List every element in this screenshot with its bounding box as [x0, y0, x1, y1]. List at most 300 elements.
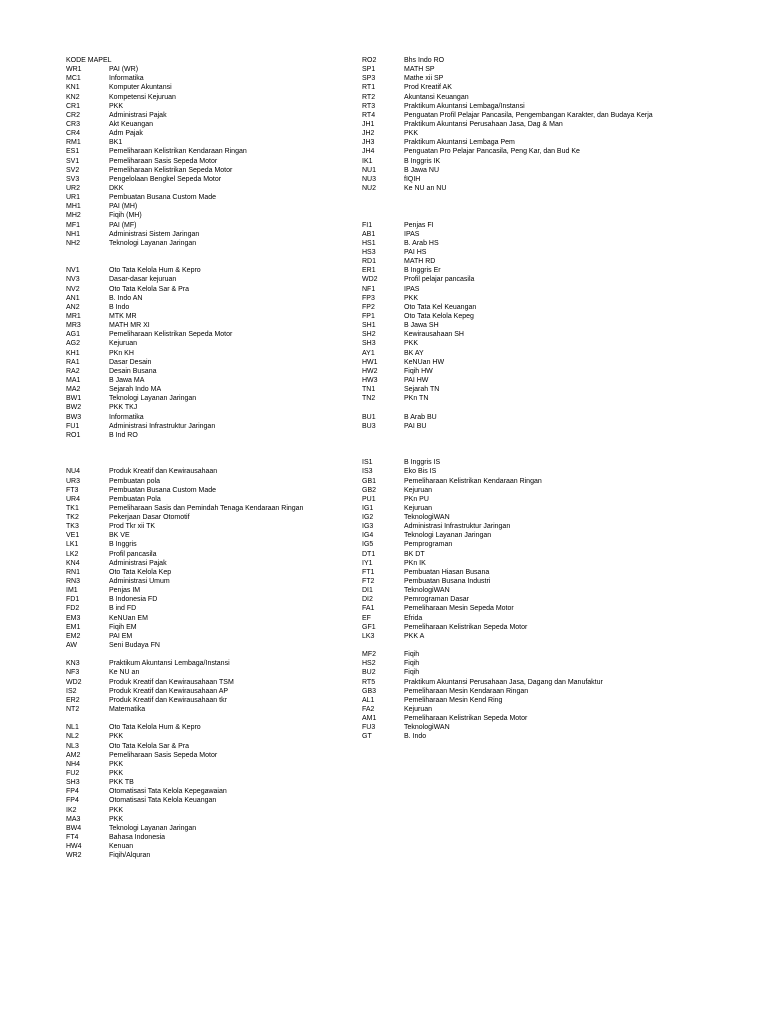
subject-code: EM1	[66, 623, 81, 631]
subject-row	[362, 668, 762, 677]
subject-name: Pemeliharaan Mesin Kendaraan Ringan	[404, 687, 529, 695]
subject-code: EM2	[66, 632, 81, 640]
subject-code: BU2	[362, 669, 376, 677]
subject-row	[362, 604, 762, 613]
subject-code: LK2	[66, 550, 79, 558]
subject-code: GB3	[362, 687, 377, 695]
subject-code: GF1	[362, 623, 376, 631]
subject-code: WD2	[66, 678, 82, 686]
subject-code: IK2	[66, 806, 77, 814]
subject-code: SH3	[66, 779, 80, 787]
subject-row	[66, 202, 366, 211]
subject-code: IK1	[362, 157, 373, 165]
subject-code: JH1	[362, 120, 375, 128]
subject-code: GB1	[362, 477, 377, 485]
subject-code: AN2	[66, 303, 80, 311]
subject-row	[362, 659, 762, 668]
subject-name: Pembuatan Busana Custom Made	[109, 194, 217, 202]
subject-name: fIQIH	[404, 175, 421, 183]
subject-name: Mathe xii SP	[404, 75, 444, 83]
subject-row	[362, 275, 762, 284]
subject-code: MH1	[66, 203, 81, 211]
subject-row	[362, 303, 762, 312]
subject-name: Praktikum Akuntansi Lembaga/Instansi	[404, 102, 525, 110]
subject-code: NH4	[66, 760, 81, 768]
subject-name: Pemprograman	[404, 541, 453, 549]
subject-name: PKK	[109, 760, 124, 768]
subject-row	[66, 513, 366, 522]
subject-name: Administrasi Sistem Jaringan	[109, 230, 200, 238]
subject-name: Pemrograman Dasar	[404, 596, 469, 604]
subject-row	[362, 138, 762, 147]
subject-code: RD1	[362, 258, 377, 266]
subject-name: Penjas FI	[404, 221, 434, 229]
subject-name: Pemeliharaan Mesin Sepeda Motor	[404, 605, 514, 613]
subject-name: Oto Tata Kelola Sar & Pra	[109, 742, 190, 750]
subject-name: Kompetensi Kejuruan	[109, 93, 176, 101]
subject-row	[66, 723, 366, 732]
subject-name: Informatika	[109, 413, 144, 421]
subject-name: Oto Tata Kelola Hum & Kepro	[109, 724, 201, 732]
subject-row	[66, 147, 366, 156]
subject-block	[362, 458, 762, 641]
subject-name: Oto Tata Kelola Sar & Pra	[109, 285, 190, 293]
subject-name: Ke NU an NU	[404, 184, 447, 192]
subject-name: Komputer Akuntansi	[109, 84, 172, 92]
subject-row	[66, 102, 366, 111]
subject-name: Pemeliharaan Kelistrikan Kendaraan Ringan	[109, 148, 247, 156]
subject-name: PKK	[109, 770, 124, 777]
subject-name: Prod Kreatif AK	[404, 84, 452, 92]
subject-name: Praktikum Akuntansi Perusahaan Jasa, Dagang dan Manufaktur	[404, 678, 603, 686]
subject-code: NL2	[66, 733, 79, 741]
subject-code: DI2	[362, 596, 373, 604]
subject-name: TeknologiWAN	[404, 587, 450, 595]
subject-row	[66, 193, 366, 202]
subject-name: Efrida	[404, 614, 423, 622]
subject-code: IS2	[66, 687, 77, 695]
subject-code: MH2	[66, 212, 81, 220]
subject-code: TN2	[362, 395, 376, 403]
subject-row	[362, 294, 762, 303]
subject-row	[66, 796, 366, 805]
subject-row	[66, 367, 366, 376]
subject-name: Pemeliharaan Sasis Sepeda Motor	[109, 751, 218, 759]
subject-code: HS3	[362, 248, 376, 256]
subject-name: B. Indo	[404, 733, 427, 741]
subject-row	[66, 285, 366, 294]
subject-name: Pemeliharaan Kelistrikan Sepeda Motor	[404, 623, 528, 631]
subject-name: Produk Kreatif dan Kewirausahaan TSM	[109, 678, 234, 686]
subject-name: PKK	[404, 340, 419, 348]
subject-name: Kewirausahaan SH	[404, 331, 464, 339]
subject-row	[66, 705, 366, 714]
subject-code: IS1	[362, 459, 373, 467]
subject-name: Bhs Indo RO	[404, 57, 445, 64]
subject-name: TeknologiWAN	[404, 514, 450, 522]
subject-row	[66, 385, 366, 394]
subject-code: HW1	[362, 358, 378, 366]
subject-code: RO2	[362, 57, 377, 64]
subject-code: MF1	[66, 221, 80, 229]
subject-name: Otomatisasi Tata Kelola Kepegawaian	[109, 788, 227, 796]
subject-code: NL1	[66, 724, 79, 732]
subject-row	[362, 486, 762, 495]
subject-row	[362, 714, 762, 723]
subject-name: Oto Tata Kel Keuangan	[404, 303, 477, 311]
subject-code: JH2	[362, 130, 375, 138]
subject-code: UR4	[66, 495, 81, 503]
subject-name: Oto Tata Kelola Kep	[109, 568, 172, 576]
subject-code: RT1	[362, 84, 376, 92]
subject-row	[66, 157, 366, 166]
subject-row	[66, 568, 366, 577]
subject-name: TeknologiWAN	[404, 724, 450, 732]
subject-code: VE1	[66, 532, 80, 540]
subject-code: BU3	[362, 422, 376, 430]
right-blocks	[362, 56, 762, 742]
subject-name: Pembuatan pola	[109, 477, 160, 485]
subject-code: KN2	[66, 93, 80, 101]
subject-row	[66, 851, 366, 860]
subject-code: RN1	[66, 568, 81, 576]
subject-row	[66, 221, 366, 230]
subject-row	[66, 403, 366, 412]
subject-code: RM1	[66, 139, 81, 147]
subject-name: PKn KH	[109, 349, 134, 357]
subject-row	[362, 157, 762, 166]
subject-name: B Inggris Er	[404, 267, 441, 275]
subject-row	[66, 358, 366, 367]
subject-name: PAI HW	[404, 376, 429, 384]
subject-code: AG1	[66, 331, 81, 339]
subject-name: Akt Keuangan	[109, 120, 153, 128]
subject-code: BW1	[66, 395, 82, 403]
subject-code: HW4	[66, 843, 82, 851]
subject-row	[66, 275, 366, 284]
subject-name: Ke NU an	[109, 669, 140, 677]
subject-name: PAI BU	[404, 422, 427, 430]
subject-code: CR3	[66, 120, 81, 128]
subject-code: KN3	[66, 660, 80, 668]
subject-name: PKn PU	[404, 495, 429, 503]
subject-code: AG2	[66, 340, 81, 348]
subject-code: KN1	[66, 84, 80, 92]
subject-name: Pemeliharaan Sasis dan Pemindah Tenaga Kendaraan Ringan	[109, 504, 304, 512]
subject-code: RO1	[66, 431, 81, 439]
subject-code: SP3	[362, 75, 376, 83]
subject-code: FA2	[362, 706, 375, 714]
subject-code: NV3	[66, 276, 80, 284]
subject-code: IG4	[362, 532, 374, 540]
subject-name: PAI EM	[109, 632, 133, 640]
subject-code: FU3	[362, 724, 376, 732]
subject-row	[66, 641, 366, 650]
subject-name: Penguatan Profil Pelajar Pancasila, Pengembangan Karakter, dan Budaya Kerja	[404, 111, 653, 119]
subject-code: GT	[362, 733, 372, 741]
subject-code: FA1	[362, 605, 375, 613]
subject-code: JH4	[362, 148, 375, 156]
subject-code: NF1	[362, 285, 376, 293]
subject-name: Bahasa Indonesia	[109, 833, 166, 841]
subject-code: FT3	[66, 486, 79, 494]
subject-code: DT1	[362, 550, 376, 558]
subject-row	[362, 723, 762, 732]
subject-row	[362, 705, 762, 714]
subject-code: FP3	[362, 294, 375, 302]
subject-name: KeNUan EM	[109, 614, 148, 622]
subject-name: MATH RD	[404, 258, 436, 266]
subject-name: Pemeliharaan Kelistrikan Sepeda Motor	[109, 331, 233, 339]
subject-name: MATH SP	[404, 66, 435, 74]
subject-code: HW3	[362, 376, 378, 384]
subject-code: MR1	[66, 312, 81, 320]
subject-code: NV1	[66, 267, 80, 275]
subject-name: Administrasi Infrastruktur Jaringan	[109, 422, 216, 430]
subject-code: RT2	[362, 93, 376, 101]
subject-name: PKK	[109, 102, 124, 110]
subject-row	[362, 513, 762, 522]
subject-code: FP2	[362, 303, 375, 311]
subject-code: FP4	[66, 797, 79, 805]
subject-name: PAI HS	[404, 248, 427, 256]
subject-row	[362, 495, 762, 504]
subject-name: B Indo	[109, 303, 130, 311]
subject-row	[362, 248, 762, 257]
subject-row	[66, 531, 366, 540]
subject-name: Fiqih/Alquran	[109, 852, 151, 860]
subject-code: KH1	[66, 349, 80, 357]
subject-name: Pemeliharaan Kelistrikan Sepeda Motor	[109, 166, 233, 174]
subject-row	[66, 129, 366, 138]
subject-name: Pemeliharaan Mesin Kend Ring	[404, 696, 503, 704]
subject-row	[66, 339, 366, 348]
subject-block	[362, 413, 762, 431]
subject-row	[66, 321, 366, 330]
subject-code: TK3	[66, 523, 79, 531]
subject-code: AM1	[362, 715, 377, 723]
subject-code: HS1	[362, 239, 376, 247]
subject-row	[66, 467, 366, 476]
subject-code: RT3	[362, 102, 376, 110]
subject-row	[362, 147, 762, 156]
header-row	[66, 56, 366, 65]
subject-code: NU4	[66, 468, 81, 476]
subject-code: TK2	[66, 514, 79, 522]
subject-code: FP4	[66, 788, 79, 796]
subject-row	[362, 531, 762, 540]
subject-row	[362, 349, 762, 358]
subject-name: Penguatan Pro Pelajar Pancasila, Peng Kar, dan Bud Ke	[404, 148, 580, 156]
subject-row	[362, 129, 762, 138]
subject-code: SV3	[66, 175, 80, 183]
subject-name: Fiqih HW	[404, 367, 433, 375]
subject-code: NH2	[66, 239, 81, 247]
subject-name: Pemeliharaan Kelistrikan Sepeda Motor	[404, 715, 528, 723]
subject-row	[362, 339, 762, 348]
subject-name: Oto Tata Kelola Kepeg	[404, 312, 474, 320]
subject-name: PKK A	[404, 632, 425, 640]
subject-name: Pembuatan Pola	[109, 495, 161, 503]
subject-row	[362, 732, 762, 741]
subject-row	[66, 751, 366, 760]
subject-row	[66, 83, 366, 92]
subject-row	[66, 632, 366, 641]
subject-code: TK1	[66, 504, 79, 512]
subject-code: FP1	[362, 312, 375, 320]
subject-name: Fiqih EM	[109, 623, 137, 631]
subject-name: KeNUan HW	[404, 358, 445, 366]
subject-code: IG5	[362, 541, 374, 549]
subject-code: RT5	[362, 678, 376, 686]
subject-name: B. Arab HS	[404, 239, 439, 247]
subject-name: Oto Tata Kelola Hum & Kepro	[109, 267, 201, 275]
subject-name: Administrasi Pajak	[109, 111, 167, 119]
subject-code: MC1	[66, 75, 81, 83]
subject-name: BK VE	[109, 532, 130, 540]
subject-row	[66, 540, 366, 549]
subject-row	[362, 102, 762, 111]
subject-code: FT1	[362, 568, 375, 576]
subject-name: PKK	[109, 815, 124, 823]
subject-code: SH2	[362, 331, 376, 339]
subject-code: MR3	[66, 322, 81, 330]
subject-name: Eko Bis IS	[404, 468, 437, 476]
subject-name: MATH MR XI	[109, 322, 150, 330]
subject-row	[66, 184, 366, 193]
subject-name: Teknologi Layanan Jaringan	[404, 532, 492, 540]
subject-name: Dasar Desain	[109, 358, 152, 366]
subject-code: KN4	[66, 559, 80, 567]
subject-code: NL3	[66, 742, 79, 750]
subject-name: Akuntansi Keuangan	[404, 93, 469, 101]
subject-name: PKK	[109, 733, 124, 741]
subject-row	[66, 303, 366, 312]
subject-row	[66, 760, 366, 769]
subject-code: MF2	[362, 651, 376, 659]
left-column	[66, 56, 366, 860]
subject-row	[66, 431, 366, 440]
subject-row	[66, 659, 366, 668]
subject-code: IY1	[362, 559, 373, 567]
subject-row	[66, 230, 366, 239]
subject-row	[66, 614, 366, 623]
subject-name: PKn IK	[404, 559, 426, 567]
subject-row	[362, 111, 762, 120]
subject-row	[362, 175, 762, 184]
subject-code: BW2	[66, 404, 82, 412]
subject-row	[66, 166, 366, 175]
subject-code: IG3	[362, 523, 374, 531]
subject-code: FU2	[66, 770, 80, 777]
subject-code: NU1	[362, 166, 377, 174]
subject-name: Profil pancasila	[109, 550, 157, 558]
subject-name: Kejuruan	[404, 504, 433, 512]
subject-name: B Indonesia FD	[109, 596, 158, 604]
subject-name: Fiqih	[404, 660, 420, 668]
subject-code: UR1	[66, 194, 81, 202]
subject-row	[66, 687, 366, 696]
subject-code: SH3	[362, 340, 376, 348]
subject-code: NU3	[362, 175, 377, 183]
subject-name: MTK MR	[109, 312, 137, 320]
subject-row	[362, 285, 762, 294]
subject-code: IM1	[66, 587, 78, 595]
subject-row	[66, 138, 366, 147]
subject-row	[362, 239, 762, 248]
subject-row	[66, 824, 366, 833]
subject-name: Sejarah Indo MA	[109, 386, 162, 394]
subject-code: LK3	[362, 632, 375, 640]
subject-name: IPAS	[404, 285, 420, 293]
subject-block	[362, 56, 762, 193]
subject-code: NH1	[66, 230, 81, 238]
subject-row	[362, 120, 762, 129]
subject-code: IG2	[362, 514, 374, 522]
subject-row	[362, 56, 762, 65]
subject-row	[66, 495, 366, 504]
subject-row	[362, 632, 762, 641]
subject-code: FD2	[66, 605, 80, 613]
subject-code: CR1	[66, 102, 81, 110]
subject-row	[66, 74, 366, 83]
subject-name: Praktikum Akuntansi Lembaga/Instansi	[109, 660, 230, 668]
subject-code: CR4	[66, 130, 81, 138]
subject-name: Produk Kreatif dan Kewirausahaan	[109, 468, 218, 476]
subject-name: Fiqih	[404, 651, 420, 659]
subject-row	[66, 732, 366, 741]
subject-name: PKK TB	[109, 779, 134, 787]
subject-row	[66, 696, 366, 705]
subject-code: ER1	[362, 267, 376, 275]
subject-row	[66, 833, 366, 842]
subject-name: Seni Budaya FN	[109, 642, 160, 650]
subject-row	[362, 467, 762, 476]
subject-code: AN1	[66, 294, 80, 302]
subject-code: NU2	[362, 184, 377, 192]
subject-code: AY1	[362, 349, 375, 357]
subject-name: Pemeliharaan Kelistrikan Kendaraan Ringan	[404, 477, 542, 485]
subject-row	[362, 568, 762, 577]
subject-code: NT2	[66, 706, 80, 714]
subject-name: PKn TN	[404, 395, 429, 403]
subject-name: Kejuruan	[109, 340, 138, 348]
subject-code: BW4	[66, 824, 82, 832]
subject-row	[362, 623, 762, 632]
subject-name: Praktikum Akuntansi Lembaga Pem	[404, 139, 515, 147]
subject-code: RA1	[66, 358, 80, 366]
subject-name: Praktikum Akuntansi Perusahaan Jasa, Dag & Man	[404, 120, 563, 128]
subject-row	[66, 604, 366, 613]
subject-code: SP1	[362, 66, 376, 74]
subject-name: B. Indo AN	[109, 294, 143, 302]
subject-row	[66, 477, 366, 486]
subject-row	[362, 166, 762, 175]
subject-name: B Jawa NU	[404, 166, 440, 174]
subject-row	[66, 550, 366, 559]
subject-code: IS3	[362, 468, 373, 476]
subject-name: B Jawa SH	[404, 322, 439, 330]
subject-code: ER2	[66, 696, 80, 704]
subject-row	[66, 175, 366, 184]
subject-name: Administrasi Pajak	[109, 559, 167, 567]
subject-row	[66, 413, 366, 422]
subject-name: DKK	[109, 184, 124, 192]
subject-row	[362, 696, 762, 705]
subject-row	[66, 294, 366, 303]
subject-name: B Inggris IK	[404, 157, 441, 165]
subject-row	[362, 559, 762, 568]
